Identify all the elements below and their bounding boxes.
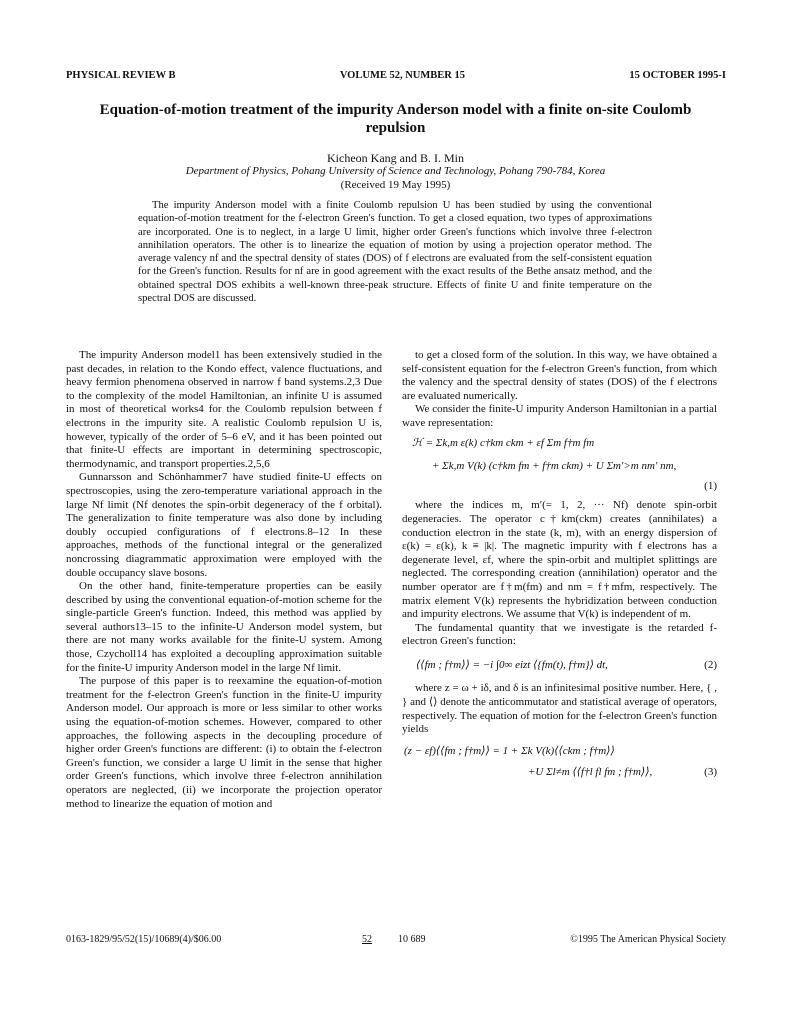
right-column	[402, 349, 717, 786]
running-header	[66, 70, 726, 81]
equation-line: +U Σl≠m ⟨⟨f†l fl fm ; f†m⟩⟩,	[528, 766, 653, 779]
equation-number: (2)	[704, 658, 717, 671]
volume-ref: 52	[362, 934, 372, 945]
equation-1	[402, 437, 717, 494]
equation-line: (z − εf)⟨⟨fm ; f†m⟩⟩ = 1 + Σk V(k)⟨⟨ckm ; f†m⟩⟩	[404, 744, 615, 757]
issue-date: 15 OCTOBER 1995-I	[629, 70, 726, 81]
received-date: (Received 19 May 1995)	[340, 179, 451, 191]
left-column	[66, 349, 382, 811]
paragraph: On the other hand, finite-temperature properties can be easily described by using the conventional equation-of-motion scheme for the single-particle Green's function. Indeed, this method was applied by several authors13–15 to the infinite-U Anderson model system, but there are not many works available for the finite-U system. Among those, Czycholl14 has exploited a decoupling approximation suitable for the finite-U impurity Anderson model in the large Nf limit.	[66, 580, 382, 674]
paragraph: Gunnarsson and Schönhammer7 have studied finite-U effects on spectroscopies, using the zero-temperature variational approach in the large Nf limit (Nf denotes the spin-orbit degeneracy of the f orbital). The generalization to finite temperature was also done by including doubly occupied configurations of f electrons.8–12 In these approaches, methods of the functional integral or the generalized noncrossing diagrammatic approximation were employed with the double occupancy slave bosons.	[66, 471, 382, 579]
authors: Kicheon Kang and B. I. Min	[327, 151, 464, 165]
equation-3	[402, 745, 717, 780]
paragraph: where the indices m, m′(= 1, 2, ··· Nf) denote spin-orbit degeneracies. The operator c†km(ckm) creates (annihilates) a conduction electron in the state (k, m), with an energy dispersion of ε(k) = ε(k), k ≡ |k|. The magnetic impurity with f electrons has a degenerate level, εf, where the spin-orbit and multiplet splittings are neglected. The corresponding creation (annihilation) operator and the number operator are f†m(fm) and nm = f†mfm, respectively. The matrix element V(k) represents the hybridization between conduction and impurity electrons. We assume that V(k) is independent of m.	[402, 499, 717, 621]
paper-title: Equation-of-motion treatment of the impurity Anderson model with a finite on-site Coulomb repulsion	[99, 102, 692, 136]
equation-line: ⟨⟨fm ; f†m⟩⟩ = −i ∫0∞ eizt ⟨{fm(t), f†m}⟩ dt,	[416, 658, 608, 671]
affiliation: Department of Physics, Pohang University of Science and Technology, Pohang 790-784, Korea	[185, 165, 606, 177]
paragraph: where z = ω + iδ, and δ is an infinitesimal positive number. Here, { , } and ⟨⟩ denote the anticommutator and statistical average of operators, respectively. The equation of motion for the f-electron Green's function yields	[402, 682, 717, 736]
abstract: The impurity Anderson model with a finite Coulomb repulsion U has been studied by using the conventional equation-of-motion treatment for the f-electron Green's function. To get a closed equation, two types of approximations are incorporated. One is to neglect, in a large U limit, higher order Green's functions which involve three f-electron annihilation operators. The other is to linearize the equation of motion by using a projection operator method. The average valency nf and the spectral density of states (DOS) of f electrons are evaluated from the self-consistent equation for the Green's function. Results for nf are in good agreement with the exact results of the Bethe ansatz method, and the obtained spectral DOS exhibits a well-known three-peak structure. Effects of finite U and finite temperature on the spectral DOS are discussed.	[138, 200, 652, 305]
equation-2	[402, 659, 717, 673]
page-number: 10 689	[398, 934, 426, 945]
paragraph: The impurity Anderson model1 has been extensively studied in the past decades, in relation to the Kondo effect, valence fluctuations, and heavy fermion phenomena observed in narrow f band systems.2,3 Due to the complexity of the model Hamiltonian, an infinite U is assumed in most of theoretical works4 for the Coulomb repulsion between f electrons in the impurity site. A realistic Coulomb repulsion U is, however, typically of the order of 5–6 eV, and it has been pointed out that finite-U effects are important in determining spectroscopic, thermodynamic, and transport properties.2,5,6	[66, 349, 382, 470]
equation-line: + Σk,m V(k) (c†km fm + f†m ckm) + U Σm′>m nm′ nm,	[432, 460, 677, 473]
volume-number: VOLUME 52, NUMBER 15	[339, 70, 466, 81]
paragraph: The fundamental quantity that we investigate is the retarded f-electron Green's function:	[402, 621, 717, 648]
journal-name: PHYSICAL REVIEW B	[66, 70, 176, 81]
paragraph: The purpose of this paper is to reexamine the equation-of-motion treatment for the f-electron Green's function in the finite-U impurity Anderson model. Our approach is more or less similar to other works using the equation-of-motion schemes. However, compared to other approaches, the following aspects in the decoupling procedure of higher order Green's functions are different: (i) to obtain the f-electron Green's function, we consider a large U limit in the sense that higher order Green's functions, which involve three f-electron annihilation operators are neglected, (ii) we incorporate the projection operator method to linearize the equation of motion and	[66, 675, 382, 810]
paragraph: We consider the finite-U impurity Anderson Hamiltonian in a partial wave representation:	[402, 403, 717, 429]
publication-code: 0163-1829/95/52(15)/10689(4)/$06.00	[66, 934, 222, 945]
copyright: ©1995 The American Physical Society	[570, 934, 726, 945]
paragraph: to get a closed form of the solution. In this way, we have obtained a self-consistent equation for the f-electron Green's function, from which the valency and the spectral density of states (DOS) of the f electrons are evaluated numerically.	[402, 349, 717, 402]
equation-line: ℋ = Σk,m ε(k) c†km ckm + εf Σm f†m fm	[412, 436, 595, 449]
equation-number: (1)	[704, 479, 717, 492]
equation-number: (3)	[704, 766, 717, 779]
